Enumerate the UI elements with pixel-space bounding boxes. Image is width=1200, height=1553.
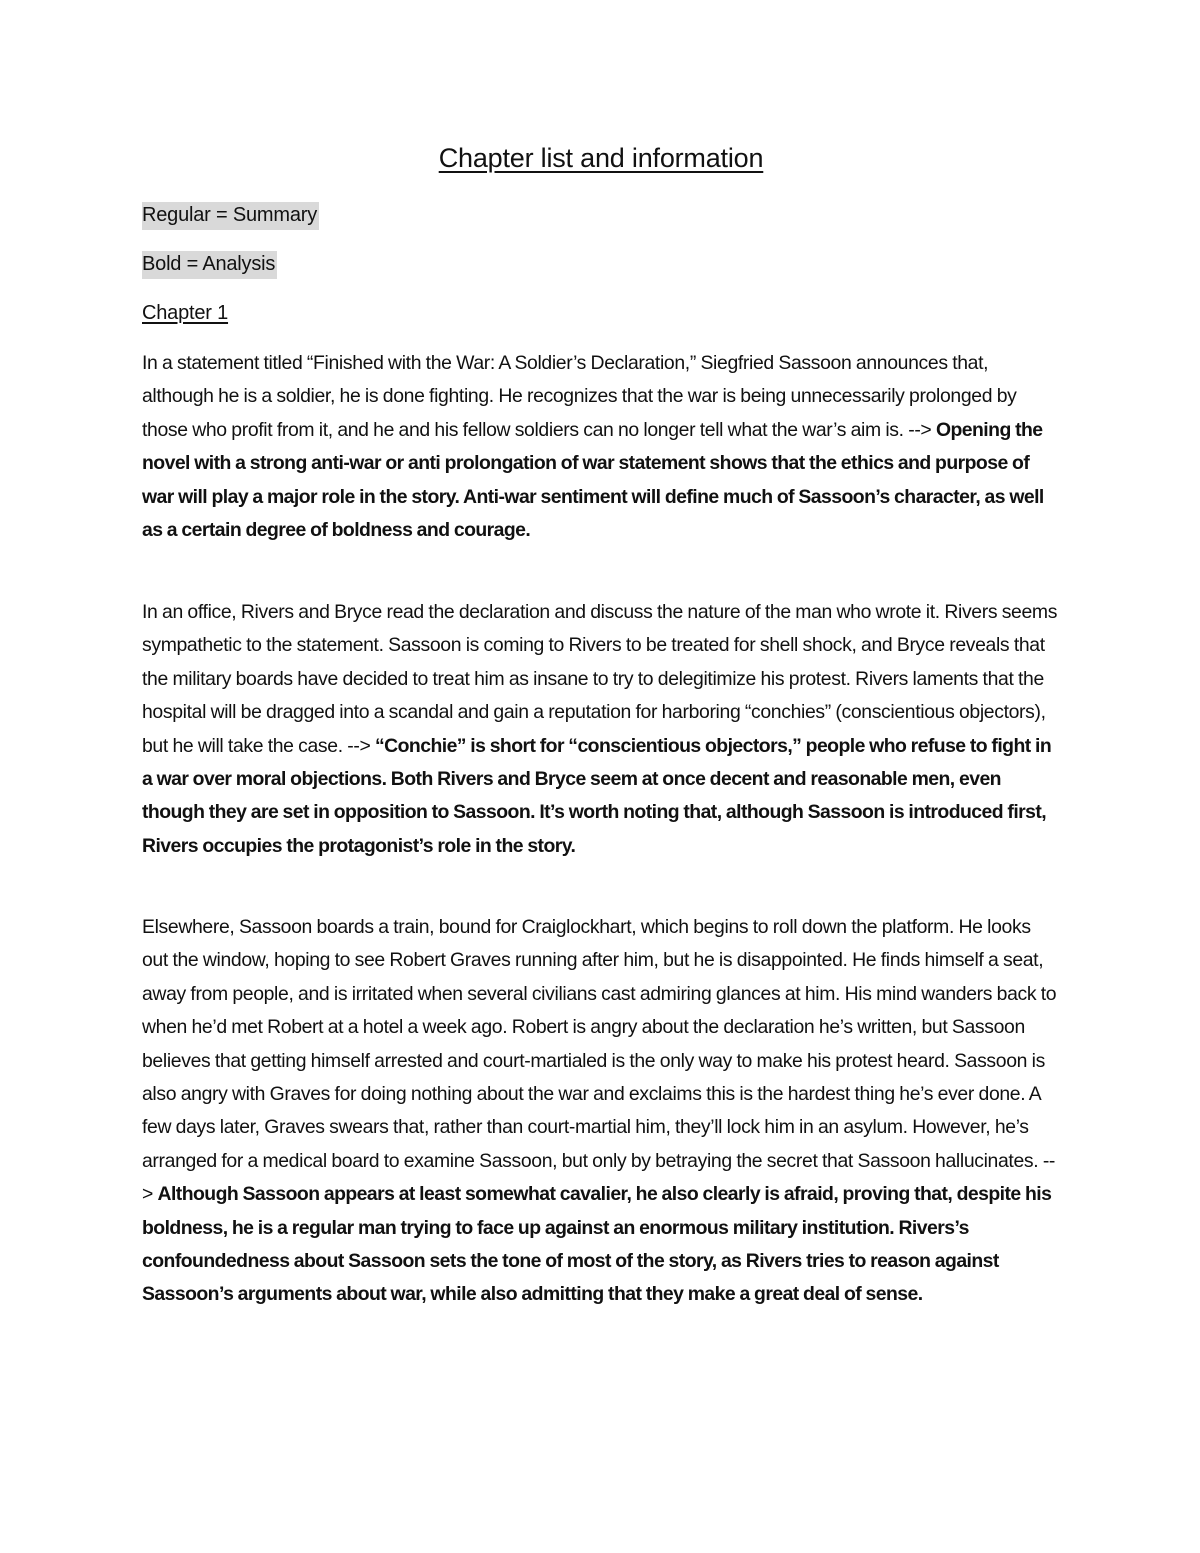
paragraph-3-summary: Elsewhere, Sassoon boards a train, bound for Craiglockhart, which begins to roll down the platform. He looks out the window, hoping to see Robert Graves running after him, but he is disappointed. He finds himself a seat, away from people, and is irritated when several civilians cast admiring glances at him. His mind wanders back to when he’d met Robert at a hotel a week ago. Robert is angry about the declaration he’s written, but Sassoon believes that getting himself arrested and court-martialed is the only way to make his protest heard. Sassoon is also angry with Graves for doing nothing about the war and exclaims this is the hardest thing he’s ever done. A few days later, Graves swears that, rather than court-martial him, they’ll lock him in an asylum. However, he’s arranged for a medical board to examine Sassoon, but only by betraying the secret that Sassoon hallucinates. --> (142, 916, 1057, 1206)
paragraph-2-summary: In an office, Rivers and Bryce read the declaration and discuss the nature of the man who wrote it. Rivers seems sympathetic to the statement. Sassoon is coming to Rivers to be treated for shell shock, and Bryce reveals that the military boards have decided to treat him as insane to try to delegitimize his protest. Rivers laments that the hospital will be dragged into a scandal and gain a reputation for harboring “conchies” (conscientious objectors), but he will take the case. --> (142, 601, 1058, 757)
paragraph-2-analysis: “Conchie” is short for “conscientious objectors,” people who refuse to fight in a war over moral objections. Both Rivers and Bryce seem at once decent and reasonable men, even though they are set in opposition to Sassoon. It’s worth noting that, although Sassoon is introduced first, Rivers occupies the protagonist’s role in the story. (142, 734, 1052, 857)
paragraph-3 (142, 911, 1060, 1312)
legend-bold-analysis: Bold = Analysis (142, 251, 277, 279)
paragraph-1-summary: In a statement titled “Finished with the War: A Soldier’s Declaration,” Siegfried Sassoon announces that, although he is a soldier, he is done fighting. He recognizes that the war is being unnecessarily prolonged by those who profit from it, and he and his fellow soldiers can no longer tell what the war’s aim is. --> (142, 352, 1017, 441)
paragraph-2 (142, 596, 1060, 863)
paragraph-1-analysis: Opening the novel with a strong anti-war or anti prolongation of war statement shows that the ethics and purpose of war will play a major role in the story. Anti-war sentiment will define much of Sassoon’s character, as well as a certain degree of boldness and courage. (142, 418, 1044, 542)
legend-regular-summary: Regular = Summary (142, 202, 319, 230)
chapter-heading: Chapter 1 (142, 302, 229, 324)
page-title: Chapter list and information (438, 143, 764, 173)
paragraph-1 (142, 347, 1060, 547)
paragraph-3-analysis: Although Sassoon appears at least somewhat cavalier, he also clearly is afraid, proving that, despite his boldness, he is a regular man trying to face up against an enormous military institution. Rivers’s confoundedness about Sassoon sets the tone of most of the story, as Rivers tries to reason against Sassoon’s arguments about war, while also admitting that they make a great deal of sense. (142, 1183, 1052, 1306)
